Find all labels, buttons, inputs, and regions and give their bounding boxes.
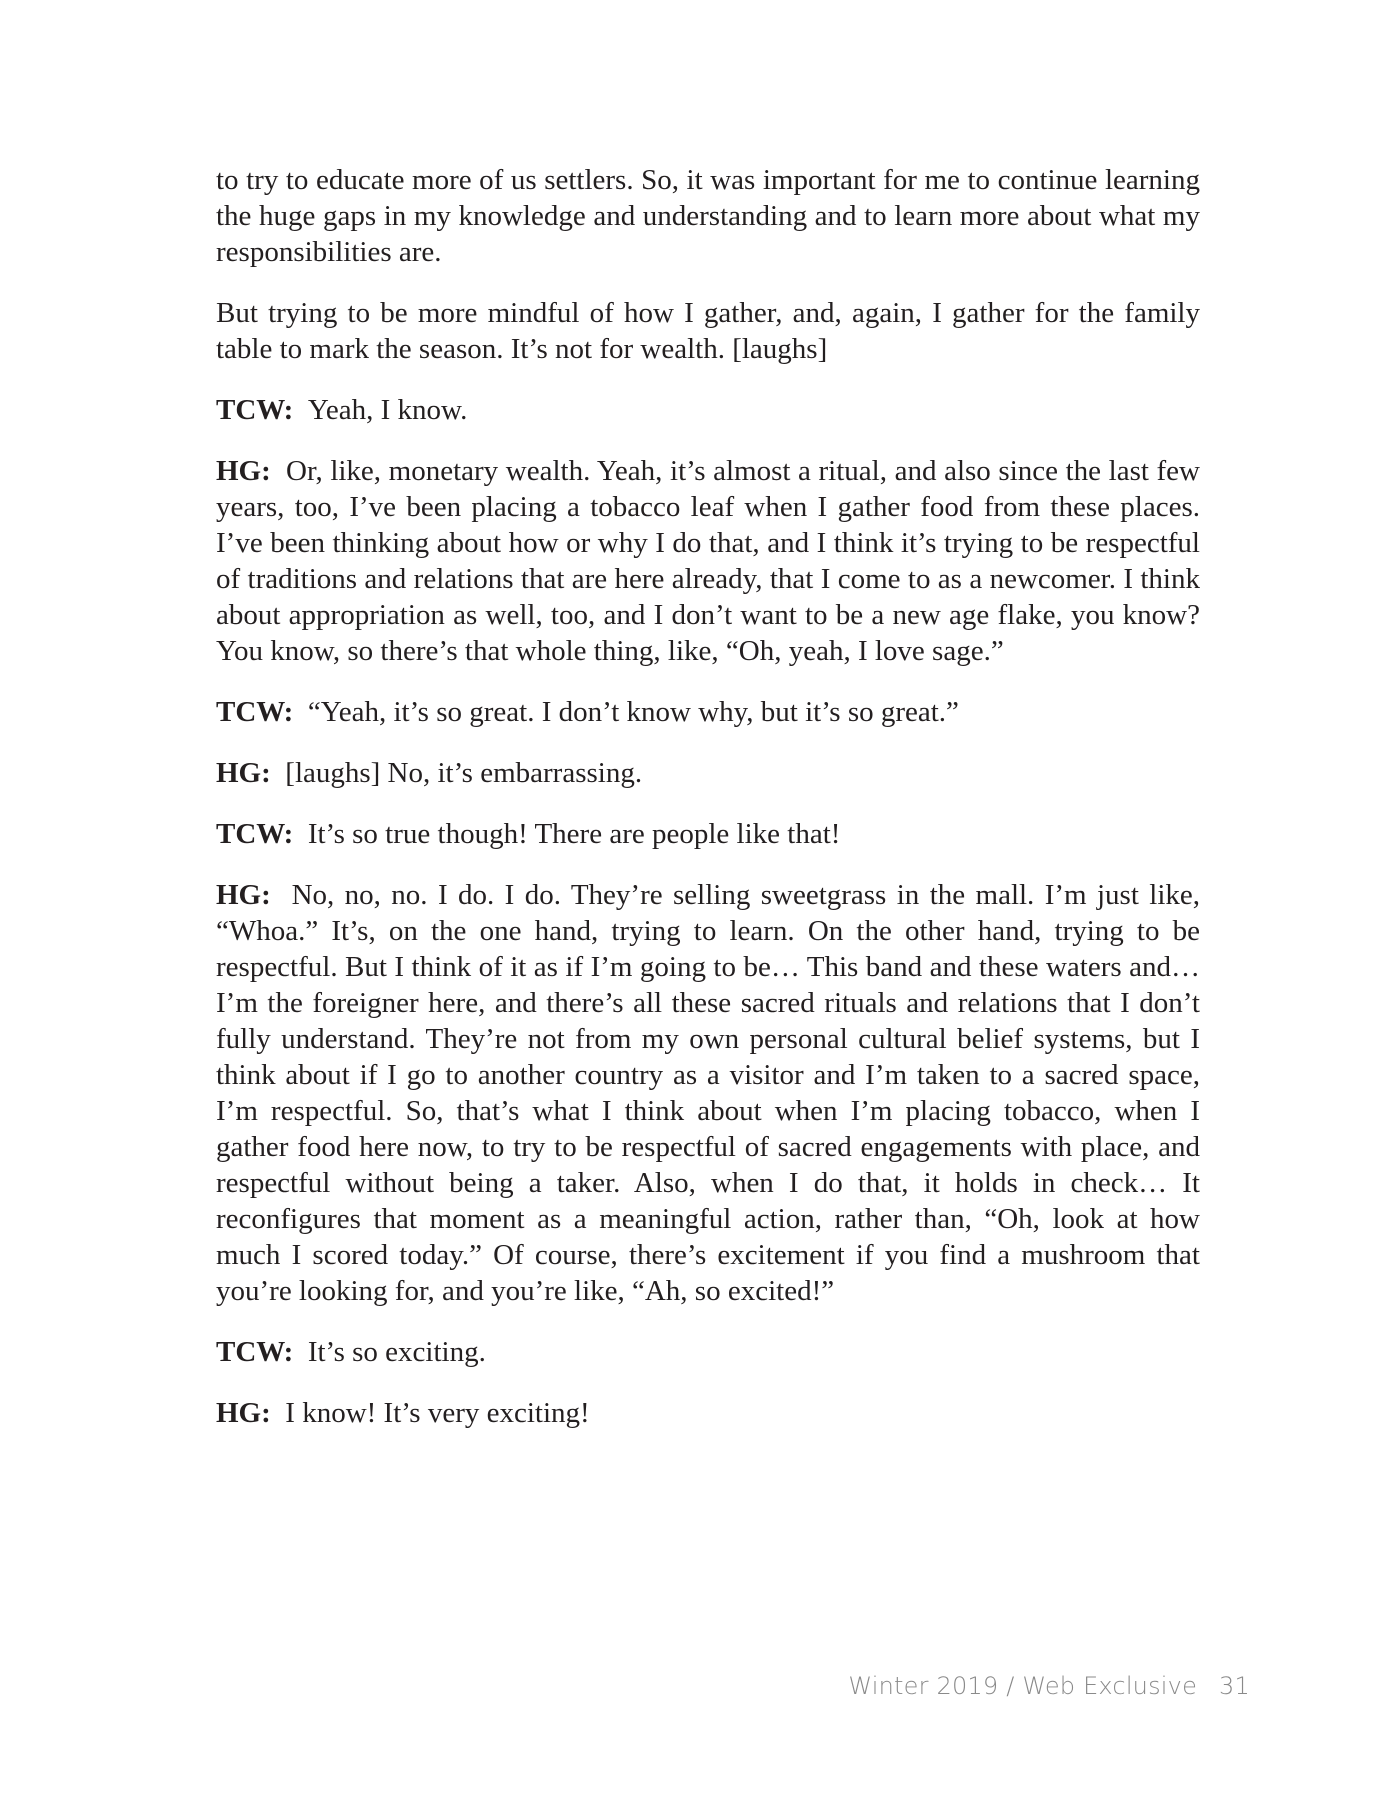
dialogue-turn <box>216 816 1200 852</box>
dialogue-text: It’s so true though! There are people like that! <box>307 818 841 850</box>
interview-transcript <box>216 162 1200 1456</box>
dialogue-text: I know! It’s very exciting! <box>285 1397 590 1429</box>
dialogue-turn <box>216 1334 1200 1370</box>
speaker-label: TCW: <box>216 1336 294 1368</box>
dialogue-text: Yeah, I know. <box>307 394 468 426</box>
dialogue-text: It’s so exciting. <box>307 1336 486 1368</box>
paragraph-text: to try to educate more of us settlers. So, it was important for me to continue learning the huge gaps in my knowledge and understanding and to learn more about what my responsibilities are. <box>216 164 1200 268</box>
dialogue-turn <box>216 694 1200 730</box>
page-number: 31 <box>1219 1672 1250 1700</box>
dialogue-text: Or, like, monetary wealth. Yeah, it’s almost a ritual, and also since the last few years, too, I’ve been placing a tobacco leaf when I gather food from these places. I’ve been thinking about how or why I do that, and I think it’s trying to be respectful of traditions and relations that are here already, that I come to as a newcomer. I think about appropriation as well, too, and I don’t want to be a new age flake, you know? You know, so there’s that whole thing, like, “Oh, yeah, I love sage.” <box>216 455 1200 667</box>
paragraph-text: But trying to be more mindful of how I gather, and, again, I gather for the family table to mark the season. It’s not for wealth. [laughs] <box>216 297 1200 365</box>
dialogue-turn <box>216 453 1200 669</box>
paragraph-continuation <box>216 162 1200 270</box>
dialogue-text: No, no, no. I do. I do. They’re selling sweetgrass in the mall. I’m just like, “Whoa.” It’s, on the one hand, trying to learn. On the other hand, trying to be respectful. But I think of it as if I’m going to be… This band and these waters and… I’m the foreigner here, and there’s all these sacred rituals and relations that I don’t fully understand. They’re not from my own personal cultural belief systems, but I think about if I go to another country as a visitor and I’m taken to a sacred space, I’m respectful. So, that’s what I think about when I’m placing tobacco, when I gather food here now, to try to be respectful of sacred engagements with place, and respectful without being a taker. Also, when I do that, it holds in check… It reconfigures that moment as a meaningful action, rather than, “Oh, look at how much I scored today.” Of course, there’s excitement if you find a mushroom that you’re looking for, and you’re like, “Ah, so excited!” <box>216 879 1201 1307</box>
dialogue-turn <box>216 392 1200 428</box>
speaker-label: TCW: <box>216 818 294 850</box>
speaker-label: HG: <box>216 757 271 789</box>
dialogue-turn <box>216 755 1200 791</box>
dialogue-turn <box>216 1395 1200 1431</box>
speaker-label: TCW: <box>216 394 294 426</box>
page-footer <box>848 1672 1250 1700</box>
paragraph <box>216 295 1200 367</box>
issue-label: Winter 2019 / Web Exclusive <box>848 1672 1198 1700</box>
speaker-label: TCW: <box>216 696 294 728</box>
dialogue-text: “Yeah, it’s so great. I don’t know why, but it’s so great.” <box>307 696 959 728</box>
speaker-label: HG: <box>216 455 271 487</box>
dialogue-text: [laughs] No, it’s embarrassing. <box>285 757 643 789</box>
speaker-label: HG: <box>216 1397 271 1429</box>
dialogue-turn <box>216 877 1200 1309</box>
speaker-label: HG: <box>216 879 271 911</box>
